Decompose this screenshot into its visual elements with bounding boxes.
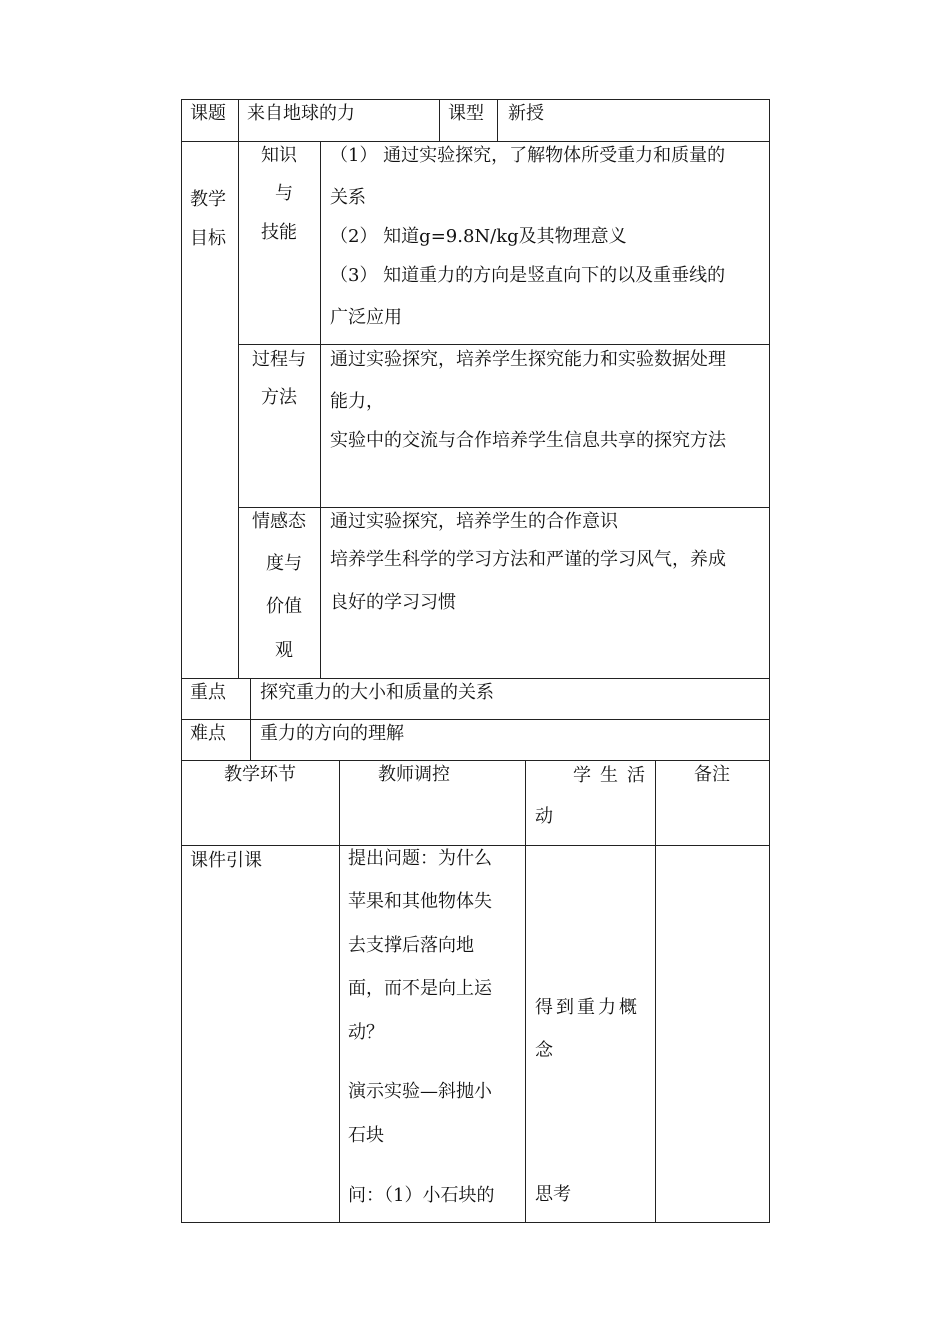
- border: [497, 99, 498, 141]
- border: [238, 99, 239, 141]
- border: [181, 141, 770, 142]
- student-text: 得到重力概: [535, 997, 640, 1018]
- emotion-label: 情感态: [252, 511, 306, 532]
- teacher-text: 去支撑后落向地: [348, 935, 474, 956]
- emotion-label: 观: [275, 640, 293, 661]
- col-header-stage: 教学环节: [224, 764, 296, 785]
- knowledge-label: 知识: [261, 145, 297, 166]
- border: [655, 760, 656, 1223]
- teacher-text: 动？: [348, 1022, 384, 1043]
- border: [525, 760, 526, 1223]
- col-header-teacher: 教师调控: [378, 764, 450, 785]
- teacher-text: 苹果和其他物体失: [348, 891, 492, 912]
- border: [181, 678, 770, 679]
- topic-label: 课题: [190, 103, 226, 124]
- border: [238, 507, 770, 508]
- border: [320, 141, 321, 678]
- key-point-text: 探究重力的大小和质量的关系: [260, 682, 494, 703]
- border: [769, 99, 770, 1223]
- teacher-text: 提出问题：为什么: [348, 848, 492, 869]
- emotion-text: 良好的学习习惯: [330, 592, 456, 613]
- border: [181, 845, 770, 846]
- knowledge-label: 技能: [261, 222, 297, 243]
- teacher-text: 面，而不是向上运: [348, 978, 492, 999]
- goals-label: 教学: [190, 189, 226, 210]
- knowledge-text: 广泛应用: [330, 307, 402, 328]
- process-label: 方法: [261, 387, 297, 408]
- type-label: 课型: [448, 103, 484, 124]
- col-header-student: 动: [535, 806, 553, 827]
- teacher-text: 石块: [348, 1125, 384, 1146]
- goals-label: 目标: [190, 228, 226, 249]
- emotion-label: 价值: [266, 596, 302, 617]
- col-header-student: 学生活: [573, 765, 654, 786]
- student-text: 念: [535, 1040, 553, 1061]
- stage-cell: 课件引课: [190, 850, 262, 871]
- knowledge-text: （3） 知道重力的方向是竖直向下的以及重垂线的: [330, 265, 726, 286]
- teacher-text: 问：（1）小石块的: [348, 1185, 495, 1206]
- type-value: 新授: [508, 103, 544, 124]
- border: [181, 99, 182, 1223]
- border: [238, 141, 239, 678]
- border: [181, 1222, 770, 1223]
- difficulty-text: 重力的方向的理解: [260, 723, 404, 744]
- col-header-note: 备注: [694, 764, 730, 785]
- difficulty-label: 难点: [190, 723, 226, 744]
- border: [339, 760, 340, 1223]
- process-label: 过程与: [252, 349, 306, 370]
- emotion-label: 度与: [266, 553, 302, 574]
- border: [181, 99, 770, 100]
- emotion-text: 培养学生科学的学习方法和严谨的学习风气，养成: [330, 549, 726, 570]
- process-text: 通过实验探究，培养学生探究能力和实验数据处理: [330, 349, 726, 370]
- knowledge-label: 与: [275, 183, 293, 204]
- knowledge-text: 关系: [330, 187, 366, 208]
- border: [439, 99, 440, 141]
- border: [181, 719, 770, 720]
- process-text: 实验中的交流与合作培养学生信息共享的探究方法: [330, 430, 726, 451]
- topic-value: 来自地球的力: [247, 103, 355, 124]
- emotion-text: 通过实验探究，培养学生的合作意识: [330, 511, 618, 532]
- border: [238, 344, 770, 345]
- border: [181, 760, 770, 761]
- knowledge-text: （2） 知道g=9.8N/kg及其物理意义: [330, 226, 627, 247]
- student-text: 思考: [535, 1184, 571, 1205]
- teacher-text: 演示实验—斜抛小: [348, 1081, 492, 1102]
- key-point-label: 重点: [190, 682, 226, 703]
- process-text: 能力，: [330, 391, 384, 412]
- knowledge-text: （1） 通过实验探究，了解物体所受重力和质量的: [330, 145, 726, 166]
